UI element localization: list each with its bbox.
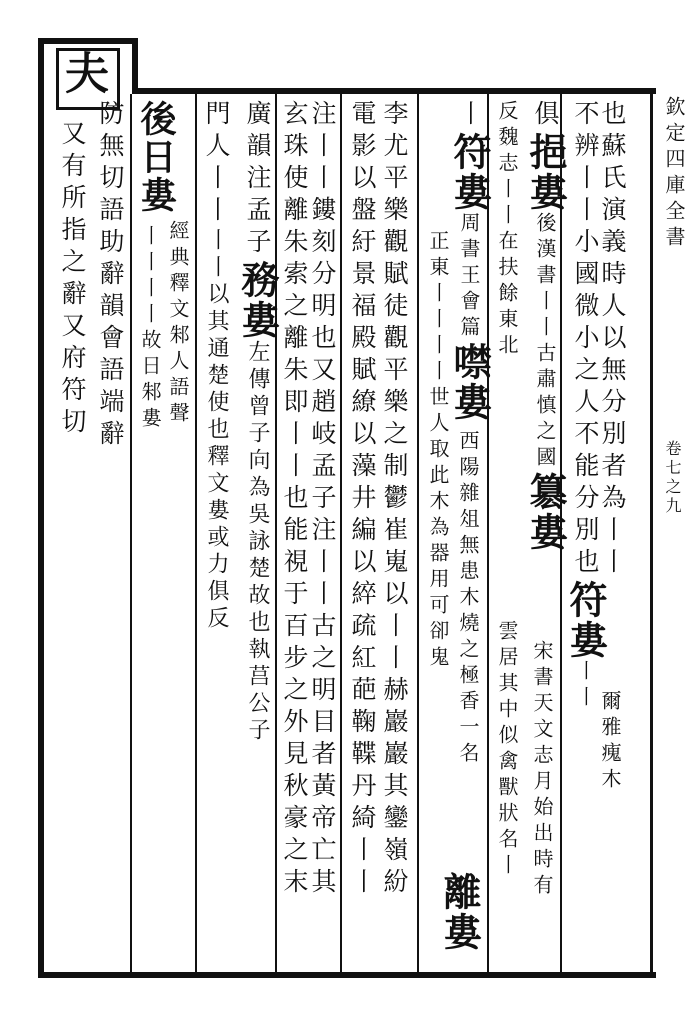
col-tail: 丨丨世人取此木為器用可卻鬼 [426,334,450,672]
header-section: 卷七之九 [663,440,682,516]
col-tail: 左傳曾子向為吳詠楚故也執莒公子 [245,340,270,745]
text-column-6b [458,430,478,768]
headword: 後日婁 [135,100,177,214]
text-column-17 [60,120,85,440]
col-tail: 周書王會篇 [457,212,481,342]
text-column-7 [428,230,448,672]
heading-char: 夫 [57,50,108,94]
headword: 符婁 [447,132,492,212]
col-text: 又有所指之辭又府符切 [58,120,87,440]
headword: 簒婁 [523,472,568,552]
text-column-9 [350,100,375,900]
col-text: 電影以盤紆景福殿賦繚以藻井編以綷疏紅葩鞠鞢丹綺丨丨 [348,100,377,900]
col-text: 門人丨丨 [202,100,231,228]
col-divider [417,94,419,972]
text-column-14 [135,100,177,214]
col-text: 防無切語助辭韻會語端辭 [96,100,125,452]
col-lead: 俱 [531,100,560,132]
col-divider [195,94,197,972]
col-text: 玄珠使離朱索之離朱即丨丨也能視于百步之外見秋豪之末 [280,100,309,900]
text-column-13 [204,100,229,633]
col-note: 魏志丨丨在扶餘東北 [495,126,519,360]
text-column-8 [382,100,407,900]
text-column-4 [497,100,517,360]
text-column-3 [523,100,568,552]
text-column-7b [437,872,482,952]
col-note: 經典釋文邾人語聲 [166,220,190,428]
header-title: 欽定四庫全書 [662,96,686,252]
col-tail: 丨丨 [573,660,597,712]
col-divider [340,94,342,972]
col-text: 也蘇氏演義時人以無分別者為丨丨 [598,100,627,580]
col-note: 西陽雜俎無患木燒之極香一名 [456,430,480,768]
col-tail: 丨丨以其通楚使也釋文婁或力俱反 [204,228,229,633]
col-lead: 不辨丨丨小國微小之人不能分別也 [571,100,600,580]
text-column-12 [235,100,280,745]
text-column-3b [532,640,552,900]
col-note: 爾雅瘣木 [598,690,622,794]
text-column-10 [310,100,335,900]
text-column-14b [168,220,188,428]
col-lead: 丨 [455,100,484,132]
frame-bottom [38,972,656,978]
headword: 離婁 [437,872,482,952]
col-text: 正東丨丨 [426,230,450,334]
frame-top-step-vertical [132,38,138,94]
col-lead: 廣韻注孟子 [243,100,272,260]
col-text: 反 [495,100,519,126]
col-note: 宋書天文志月始出時有 [530,640,554,900]
headword: 噤婁 [447,342,492,422]
headword: 符婁 [563,580,608,660]
headword: 挹婁 [523,132,568,212]
frame-top-left [38,38,134,44]
text-column-2b [600,690,620,794]
text-column-11 [282,100,307,900]
frame-top-right [132,88,656,94]
text-column-6 [447,100,492,422]
col-text: 注丨丨鏤刻分明也又趙岐孟子注丨丨古之明目者黃帝亡其 [308,100,337,900]
text-column-5 [497,620,517,880]
text-column-2 [563,100,608,712]
col-text: 李尤平樂觀賦徒觀平樂之制鬱崔嵬以丨丨赫巖巖其鑾嶺紛 [380,100,409,900]
text-column-16 [98,100,123,452]
col-text: 雲居其中似禽獸狀名丨 [495,620,519,880]
text-column-15 [140,225,160,433]
col-divider [130,94,132,972]
frame-left [38,38,44,978]
headword: 務婁 [235,260,280,340]
col-mid: 後漢書丨丨古肅慎之國 [533,212,557,472]
frame-right [650,88,653,978]
col-text: 丨丨丨丨故日邾婁 [138,225,162,433]
